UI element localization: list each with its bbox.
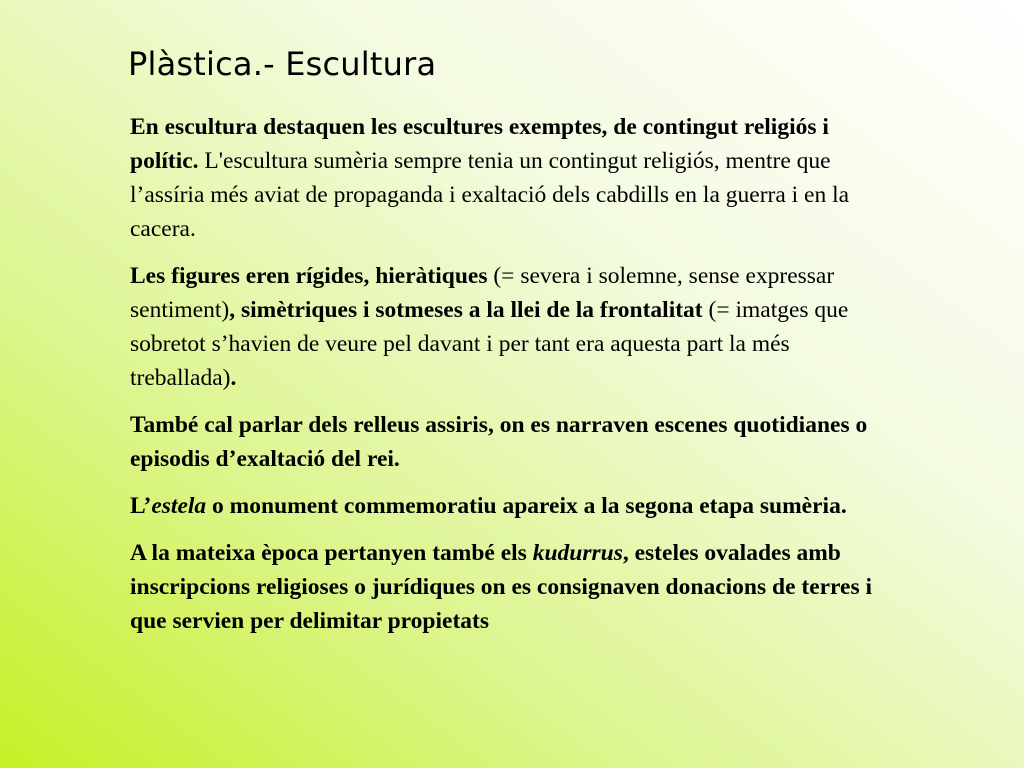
paragraph-1 <box>130 110 900 246</box>
text-run: kudurrus <box>532 540 623 566</box>
text-run: (= imatges que sobretot s’havien de veure pel davant i per tant era aquesta part la més treballada) <box>130 297 849 391</box>
text-run: , simètriques i sotmeses a la llei de la frontalitat <box>229 297 703 323</box>
text-run: o monument commemoratiu apareix a la segona etapa sumèria. <box>206 493 847 519</box>
paragraph-5 <box>130 536 900 638</box>
slide-body <box>130 110 900 651</box>
text-run: L’ <box>130 493 152 519</box>
text-run: L'escultura sumèria sempre tenia un contingut religiós, mentre que l’assíria més aviat de propaganda i exaltació dels cabdills en la guerra i en la cacera. <box>130 148 850 242</box>
text-run: En escultura destaquen les escultures exemptes, de contingut religiós i polític. <box>130 114 829 174</box>
text-run: , esteles ovalades amb inscripcions religioses o jurídiques on es consignaven donacions de terres i que servien per delimitar propietats <box>130 540 873 634</box>
text-run: estela <box>151 493 207 519</box>
paragraph-4 <box>130 489 900 523</box>
text-run: (= severa i solemne, sense expressar sentiment) <box>130 263 835 323</box>
text-run: A la mateixa època pertanyen també els <box>130 540 533 566</box>
slide-title: Plàstica.- Escultura <box>128 45 437 83</box>
text-run: Les figures eren rígides, hieràtiques <box>130 263 488 289</box>
text-run: També cal parlar dels relleus assiris, on es narraven escenes quotidianes o episodis d’exaltació del rei. <box>130 412 868 472</box>
paragraph-2 <box>130 259 900 395</box>
text-run: . <box>230 365 237 391</box>
paragraph-3 <box>130 408 900 476</box>
